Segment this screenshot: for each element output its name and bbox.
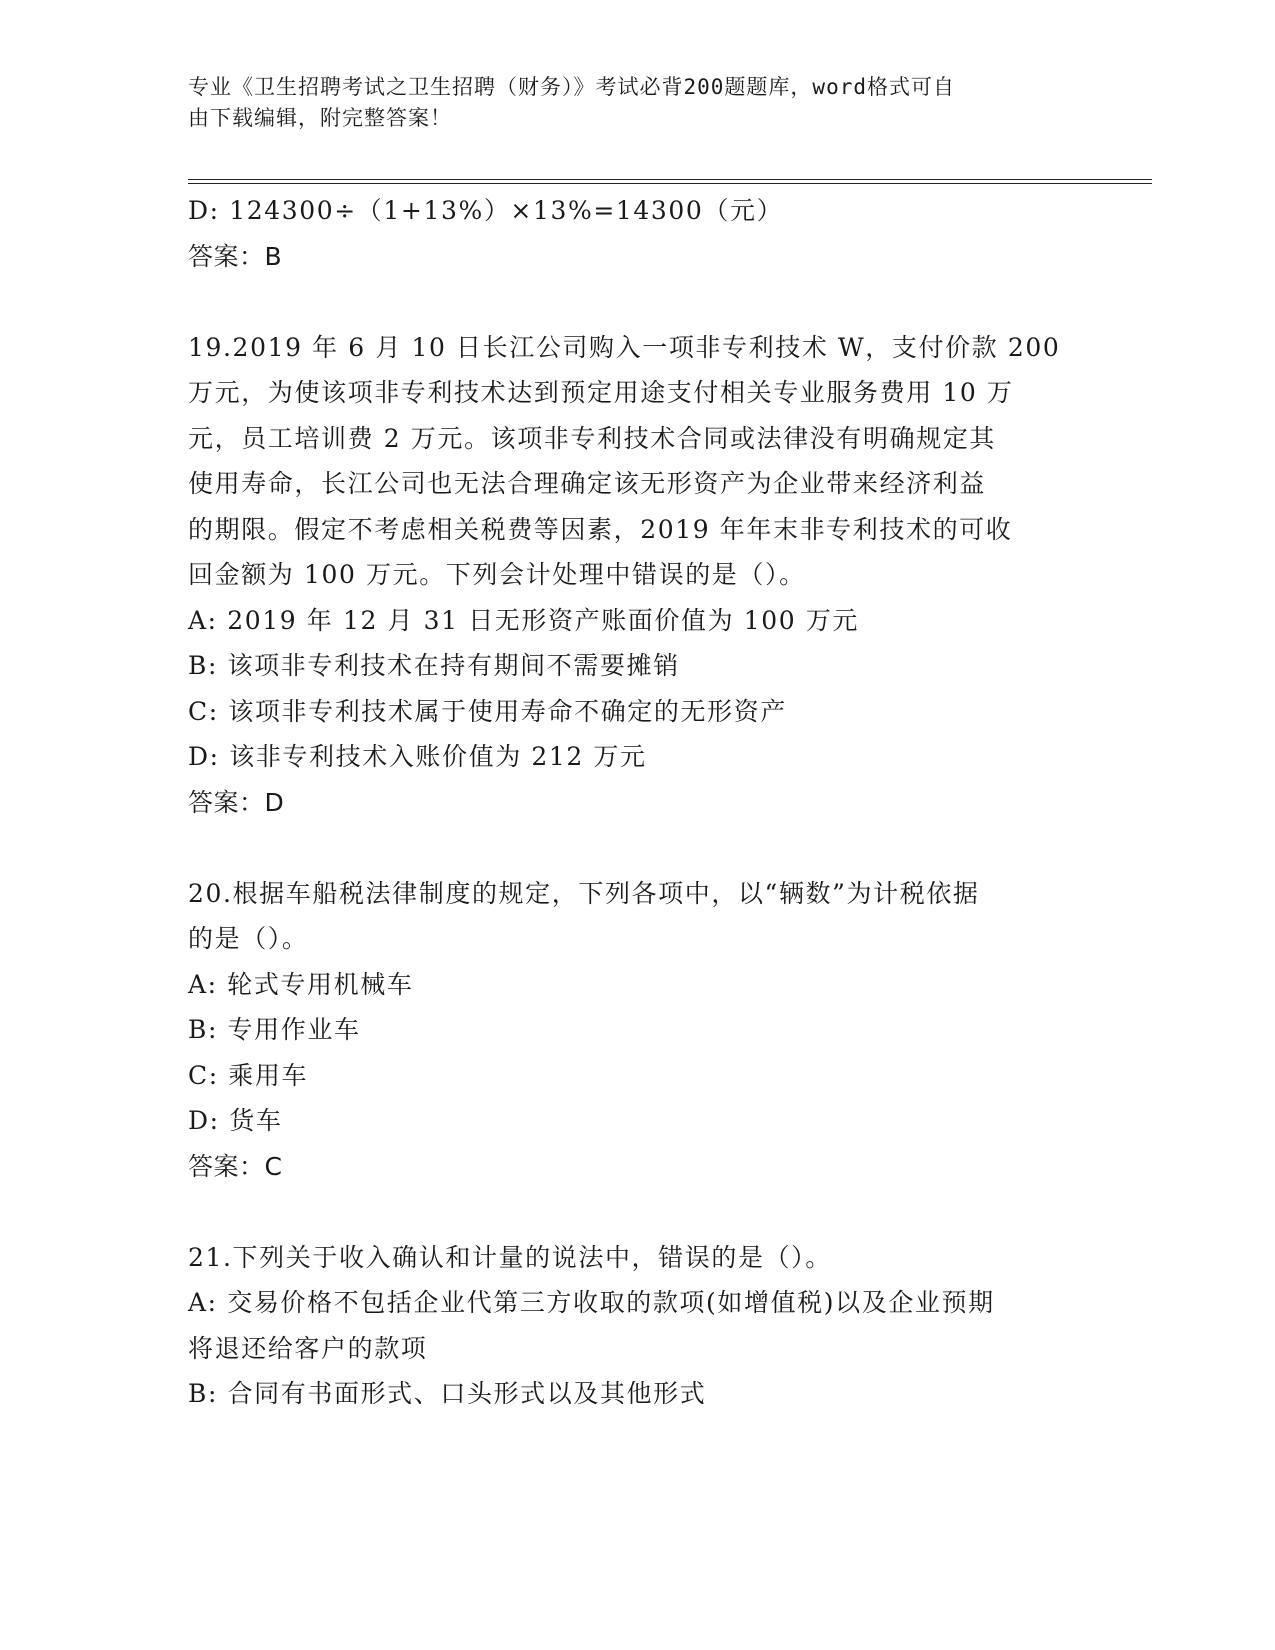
option-b: B: 专用作业车 [188, 1015, 361, 1044]
option-a: A: 轮式专用机械车 [188, 969, 414, 999]
option-a-continued: 将退还给客户的款项 [188, 1333, 428, 1363]
question-stem-line: 19.2019 年 6 月 10 日长江公司购入一项非专利技术 W，支付价款 200 [188, 332, 1061, 362]
option-a: A: 交易价格不包括企业代第三方收取的款项(如增值税)以及企业预期 [188, 1288, 995, 1317]
question-stem-line: 20.根据车船税法律制度的规定，下列各项中，以“辆数”为计税依据 [188, 878, 980, 908]
question-stem-line: 使用寿命，长江公司也无法合理确定该无形资产为企业带来经济利益 [188, 469, 987, 498]
question-19 [188, 325, 1068, 826]
question-stem-line: 的是（）。 [188, 924, 309, 953]
header-divider-top [188, 179, 1152, 180]
question-stem-line: 21.下列关于收入确认和计量的说法中，错误的是（）。 [188, 1242, 832, 1272]
spacer [188, 1189, 1068, 1235]
question-stem-line: 回金额为 100 万元。下列会计处理中错误的是（）。 [188, 560, 806, 589]
document-body [188, 188, 1068, 1417]
question-stem-line: 的期限。假定不考虑相关税费等因素，2019 年年末非专利技术的可收 [188, 514, 1013, 544]
header-line: 由下载编辑，附完整答案！ [188, 106, 452, 130]
option-c: C: 该项非专利技术属于使用寿命不确定的无形资产 [188, 696, 787, 726]
question-stem-line: 元，员工培训费 2 万元。该项非专利技术合同或法律没有明确规定其 [188, 423, 997, 453]
option-b: B: 该项非专利技术在持有期间不需要摊销 [188, 651, 680, 680]
spacer [188, 825, 1068, 871]
header-line: 专业《卫生招聘考试之卫生招聘（财务）》考试必背200题题库，word格式可自 [188, 75, 955, 99]
question-20 [188, 871, 1068, 1190]
option-d: D: 货车 [188, 1106, 283, 1135]
answer-line: 答案：C [188, 1151, 283, 1181]
spacer [188, 279, 1068, 325]
answer-line: 答案：D [188, 787, 285, 817]
option-d: D: 124300÷（1+13%）×13%=14300（元） [188, 196, 784, 225]
header-divider-bottom [188, 183, 1152, 184]
option-b: B: 合同有书面形式、口头形式以及其他形式 [188, 1379, 707, 1408]
question-21 [188, 1235, 1068, 1417]
answer-line: 答案：B [188, 241, 283, 271]
option-a: A: 2019 年 12 月 31 日无形资产账面价值为 100 万元 [188, 605, 860, 635]
question-stem-line: 万元，为使该项非专利技术达到预定用途支付相关专业服务费用 10 万 [188, 378, 1014, 407]
option-c: C: 乘用车 [188, 1060, 309, 1090]
option-d: D: 该非专利技术入账价值为 212 万元 [188, 742, 647, 771]
document-header [188, 72, 1068, 134]
